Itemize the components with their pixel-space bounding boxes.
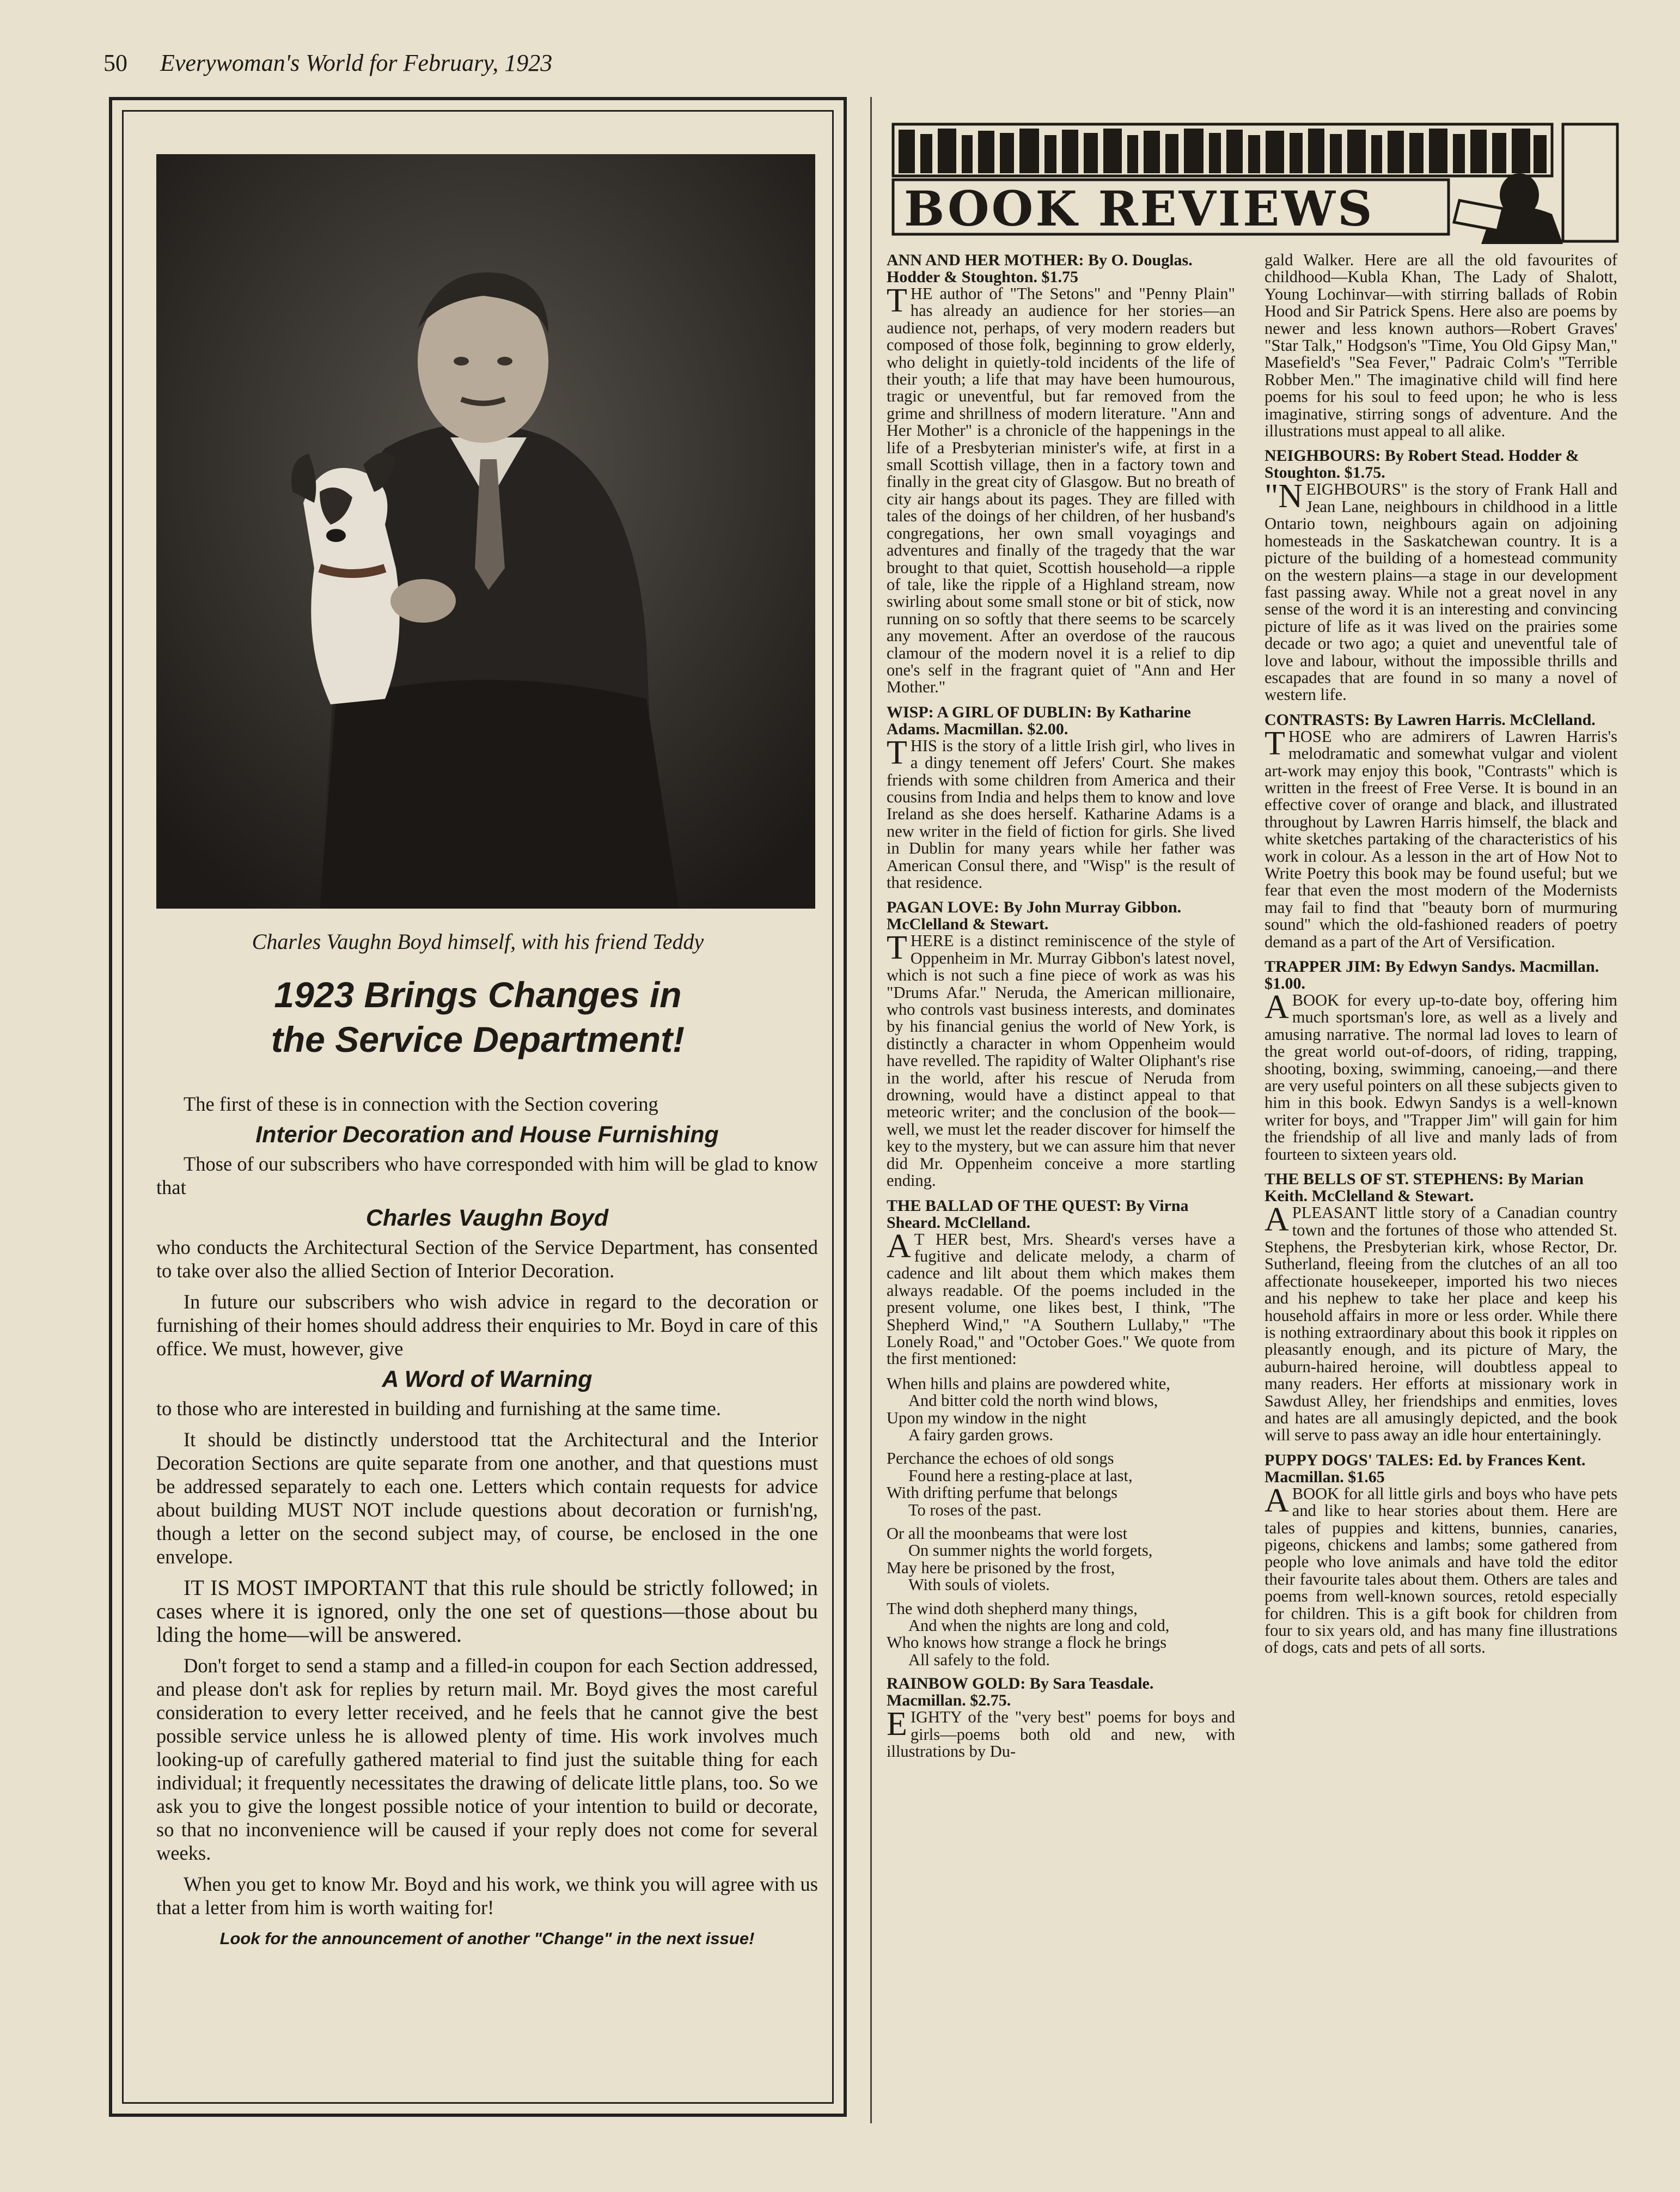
service-department-inner (122, 110, 834, 2104)
review-item (887, 1197, 1235, 1368)
review-body: A PLEASANT little story of a Canadian country town and the fortunes of those who attended St. Stephens, the Presbyterian kirk, whose Rector, Dr. Sutherland, fleeing from the clutches of an all too affectionate housekeeper, imported his two nieces and his nephew to take her place and keep his household affairs in more or less order. While there is nothing extraordinary about this book it ripples on pleasantly enough, and its picture of Mary, the auburn-haired heroine, will doubtless appeal to many readers. Her efforts at missionary work in Sawdust Alley, her friendships and enmities, loves and hates are all amusingly depicted, and the book will serve to pass away an idle hour entertainingly. (1264, 1201, 1617, 1445)
column-divider (870, 97, 872, 2123)
poem-line: Who knows how strange a flock he brings (887, 1633, 1167, 1652)
review-title: THE BALLAD OF THE QUEST: By Virna Sheard. McClelland. (887, 1196, 1189, 1232)
poem-line: When hills and plains are powdered white, (887, 1374, 1170, 1393)
review-item (1264, 447, 1617, 703)
poem-line: Found here a resting-place at last, (908, 1466, 1133, 1485)
review-item (887, 704, 1235, 892)
review-body: THIS is the story of a little Irish girl, who lives in a dingy tenement off Jefers' Court. She makes friends with some children from America and their cousins from India and helps them to know and love Ireland as she does herself. Katharine Adams is a new writer in the field of fiction for girls. She lived in Dublin for many years while her father was American Consul there, and "Wisp" is the result of that residence. (887, 734, 1235, 892)
poem-stanza (887, 1450, 1235, 1519)
review-title: NEIGHBOURS: By Robert Stead. Hodder & Stoughton. $1.75. (1264, 447, 1579, 482)
review-item (1264, 1171, 1617, 1444)
drop-cap: T (887, 929, 907, 967)
poem-line: Upon my window in the night (887, 1408, 1086, 1427)
article-paragraph: to those who are interested in building and furnishing at the same time. (156, 1397, 721, 1420)
drop-cap: A (1264, 1201, 1289, 1239)
poem-line: All safely to the fold. (908, 1650, 1050, 1669)
review-item (887, 1675, 1235, 1760)
review-title: RAINBOW GOLD: By Sara Teasdale. Macmillan. $2.75. (887, 1675, 1154, 1710)
article-paragraph: When you get to know Mr. Boyd and his work, we think you will agree with us that a letter from him is worth waiting for! (156, 1873, 818, 1919)
review-item (1264, 1452, 1617, 1657)
review-body: THE author of "The Setons" and "Penny Plain" has already an audience for her stories—an audience not, perhaps, of very modern readers but composed of those folk, beginning to grow elderly, who delight in quietly-told incidents of the life of their youth; a life that may have been humourous, tragic or uneventful, but far removed from the grime and shrillness of modern literature. "Ann and Her Mother" is a chronicle of the happenings in the life of a Presbyterian minister's wife, at first in a small Scottish village, then in a factory town and finally in the great city of Glasgow. But no breath of city air hangs about its pages. They are filled with tales of the doings of her children, of her husband's congregations, her own small voyagings and adventures and finally of the tragedy that the war brought to that quiet, Scottish household—a ripple of tale, like the ripple of a Highland stream, now swirling about some small stone or bit of stick, now running on so softly that there seems to be scarcely any movement. After an overdose of the raucous clamour of the modern novel it is a relief to dip one's self in the fragrant quiet of "Ann and Her Mother." (887, 282, 1235, 697)
article-paragraph: who conducts the Architectural Section of the Service Department, has consented to take over also the allied Section of Interior Decoration. (156, 1236, 818, 1282)
poem-line: And bitter cold the north wind blows, (908, 1391, 1158, 1410)
next-issue-note: Look for the announcement of another "Change" in the next issue! (219, 1929, 755, 1948)
service-department-box (109, 97, 847, 2117)
poem-line: On summer nights the world forgets, (908, 1541, 1153, 1560)
review-body: gald Walker. Here are all the old favourites of childhood—Kubla Khan, The Lady of Shalott, Young Lochinvar—with stirring ballads of Robin Hood and Sir Patrick Spens. Here also are poems by newer and less known authors—Robert Graves' "Star Talk," Hodgson's "Time, You Old Gipsy Man," Masefield's "Sea Fever," Padraic Colm's "Terrible Robber Men." The imaginative child will find here poems for his soul to feed upon; he who is less imaginative, stirring songs of adventure. And the illustrations must appeal to all alike. (1264, 251, 1617, 441)
article-subhead: Charles Vaughn Boyd (365, 1205, 609, 1231)
drop-cap: A (1264, 989, 1289, 1026)
page-header (103, 44, 811, 82)
poem-line: Or all the moonbeams that were lost (887, 1524, 1128, 1543)
review-body: A T HER best, Mrs. Sheard's verses have a fugitive and delicate melody, a charm of cadence and lilt about them which makes them always readable. Of the poems included in the present volume, one likes best, I think, "The Shepherd Wind," "A Southern Lullaby," "The Lonely Road," and "October Goes." We quote from the first mentioned: (887, 1227, 1235, 1368)
article-paragraph: The first of these is in connection with the Section covering (184, 1093, 658, 1115)
photo-caption: Charles Vaughn Boyd himself, with his friend Teddy (252, 929, 704, 954)
review-title: THE BELLS OF ST. STEPHENS: By Marian Keith. McClelland & Stewart. (1264, 1170, 1584, 1205)
poem-line: May here be prisoned by the frost, (887, 1558, 1115, 1577)
review-item (1264, 958, 1617, 1163)
poem-stanza (887, 1525, 1235, 1594)
portrait-image (156, 154, 815, 909)
review-body: THOSE who are admirers of Lawren Harris's melodramatic and somewhat vulgar and violent art-work may enjoy this book, "Contrasts" which is written in the freest of Free Verse. It is bound in an effective cover of orange and black, and illustrated throughout by Lawren Harris himself, the black and white sketches partaking of the characteristics of his work in colour. As a lesson in the art of How Not to Write Poetry this book may be found useful; but we fear that even the most modern of the Modernists may fail to find that "beauty born of murmuring sound" which the old-fashioned readers of poetry demand as a part of the Art of Versification. (1264, 724, 1617, 951)
review-title: TRAPPER JIM: By Edwyn Sandys. Macmillan. $1.00. (1264, 958, 1599, 993)
article-paragraph: IT IS MOST IMPORTANT that this rule should be strictly followed; in cases where it is ignored, only the one set of questions—those about bu lding the home—will be answered. (156, 1575, 818, 1647)
drop-cap: A (887, 1227, 911, 1265)
article-headline (124, 972, 832, 1062)
headline-line-1: 1923 Brings Changes in (274, 975, 682, 1015)
article-paragraph: It should be distinctly understood ttat the Architectural and the Interior Decoration Sections are quite separate from one another, and that questions must be addressed separately to each one. Letters which contain requests for advice about building MUST NOT include questions about decoration or furnish'ng, though a letter on the second subject may, of course, be enclosed in the one envelope. (156, 1428, 818, 1568)
poem-line: To roses of the past. (908, 1500, 1042, 1519)
article-paragraph: In future our subscribers who wish advice in regard to the decoration or furnishing of their homes should address their enquiries to Mr. Boyd in care of this office. We must, however, give (156, 1290, 818, 1360)
poem-stanza (887, 1375, 1235, 1444)
drop-cap: A (1264, 1482, 1289, 1519)
review-item (887, 252, 1235, 696)
review-item (887, 899, 1235, 1189)
reviews-column-2 (1264, 252, 1617, 1664)
article-subhead: Interior Decoration and House Furnishing (255, 1122, 719, 1148)
review-continuation (1264, 252, 1617, 440)
book-reviews-banner-art (888, 119, 1623, 244)
poem-line: With souls of violets. (908, 1575, 1050, 1594)
headline-line-2: the Service Department! (271, 1019, 685, 1060)
book-reviews-banner (888, 119, 1623, 244)
drop-cap: E (887, 1706, 907, 1743)
poem-line: The wind doth shepherd many things, (887, 1599, 1138, 1618)
poem-stanza (887, 1600, 1235, 1669)
quoted-poem (887, 1375, 1235, 1669)
drop-cap: T (887, 282, 907, 319)
banner-title-text: BOOK REVIEWS (904, 180, 1374, 237)
article-paragraph: Don't forget to send a stamp and a filled-in coupon for each Section addressed, and please don't ask for replies by return mail. Mr. Boyd gives the most careful consideration to every letter received, and he feels that he cannot give the best possible service unless he is allowed plenty of time. His work involves much looking-up of carefully gathered material to find just the suitable thing for each individual; it frequently necessitates the drawing of delicate little plans, too. So we ask you to give the longest possible notice of your intention to build or decorate, so that no inconvenience will be caused if your reply does not come for several weeks. (156, 1654, 818, 1864)
portrait-photo (156, 154, 815, 909)
review-title: ANN AND HER MOTHER: By O. Douglas. Hodder & Stoughton. $1.75 (887, 251, 1193, 286)
review-body: THERE is a distinct reminiscence of the style of Oppenheim in Mr. Murray Gibbon's latest novel, which is not such a fine piece of work as was his "Drums Afar." Neruda, the American millionaire, who controls vast business interests, and dominates by his financial genius the world of New York, is distinctly a character in whom Oppenheim would have revelled. The rapidity of Walter Oliphant's rise in the world, after his rescue of Neruda from drowning, would have a distinct appeal to that meteoric writer; and the conclusion of the book—well, we must let the reader discover for himself the key to the mystery, but we can assure him that never did Mr. Oppenheim conceive a more startling ending. (887, 929, 1235, 1190)
drop-cap: T (887, 734, 907, 771)
review-body: "NEIGHBOURS" is the story of Frank Hall and Jean Lane, neighbours in childhood in a little Ontario town, neighbours again on adjoining homesteads in the Saskatchewan country. It is a picture of the building of a homestead community on the western plains—a stage in our development fast passing away. While not a great novel in any sense of the word it is an interesting and convincing picture of life as it was lived on the prairies some decade or two ago; a quiet and uneventful tale of love and labour, without the impossible thrills and escapades that are found in so many a novel of western life. (1264, 478, 1617, 704)
article-paragraph: Those of our subscribers who have corresponded with him will be glad to know that (156, 1153, 818, 1198)
page-number: 50 (103, 49, 127, 76)
review-title: PUPPY DOGS' TALES: Ed. by Frances Kent. Macmillan. $1.65 (1264, 1451, 1586, 1486)
review-body: EIGHTY of the "very best" poems for boys and girls—poems both old and new, with illustrations by Du- (887, 1706, 1235, 1761)
reviews-column-1 (887, 252, 1235, 1768)
magazine-title: Everywoman's World for February, 1923 (160, 49, 553, 76)
review-body: A BOOK for all little girls and boys who have pets and like to hear stories about them. Here are tales of puppies and kittens, bunnies, canaries, pigeons, chickens and lambs; some gathered from people who love animals and have told the editor their favourite tales about them. Others are tales and poems from well-known sources, retold especially for children. This is a gift book for children from four to six years old, and has many fine illustrations of dogs, cats and pets of all sorts. (1264, 1482, 1617, 1657)
review-title: PAGAN LOVE: By John Murray Gibbon. McClelland & Stewart. (887, 898, 1182, 934)
poem-line: Perchance the echoes of old songs (887, 1449, 1114, 1468)
poem-line: And when the nights are long and cold, (908, 1616, 1170, 1635)
poem-line: A fairy garden grows. (908, 1425, 1053, 1444)
article-subhead: A Word of Warning (382, 1366, 592, 1392)
article-body (156, 1092, 818, 1958)
drop-cap: "N (1264, 478, 1303, 515)
review-body: A BOOK for every up-to-date boy, offering him much sportsman's lore, as well as a lively and amusing narrative. The normal lad loves to learn of the great world out-of-doors, of riding, trapping, shooting, boxing, swimming, canoeing,—and there are very useful pointers on all these subjects given to him in this book. Edwyn Sandys is a well-known writer for boys, and "Trapper Jim" will gain for him the friendship of all live and manly lads of from fourteen to sixteen years old. (1264, 989, 1617, 1164)
drop-cap: T (1264, 724, 1285, 762)
poem-line: With drifting perfume that belongs (887, 1483, 1117, 1502)
review-title: CONTRASTS: By Lawren Harris. McClelland. (1264, 710, 1596, 729)
review-item (1264, 711, 1617, 951)
review-title: WISP: A GIRL OF DUBLIN: By Katharine Adams. Macmillan. $2.00. (887, 703, 1191, 738)
